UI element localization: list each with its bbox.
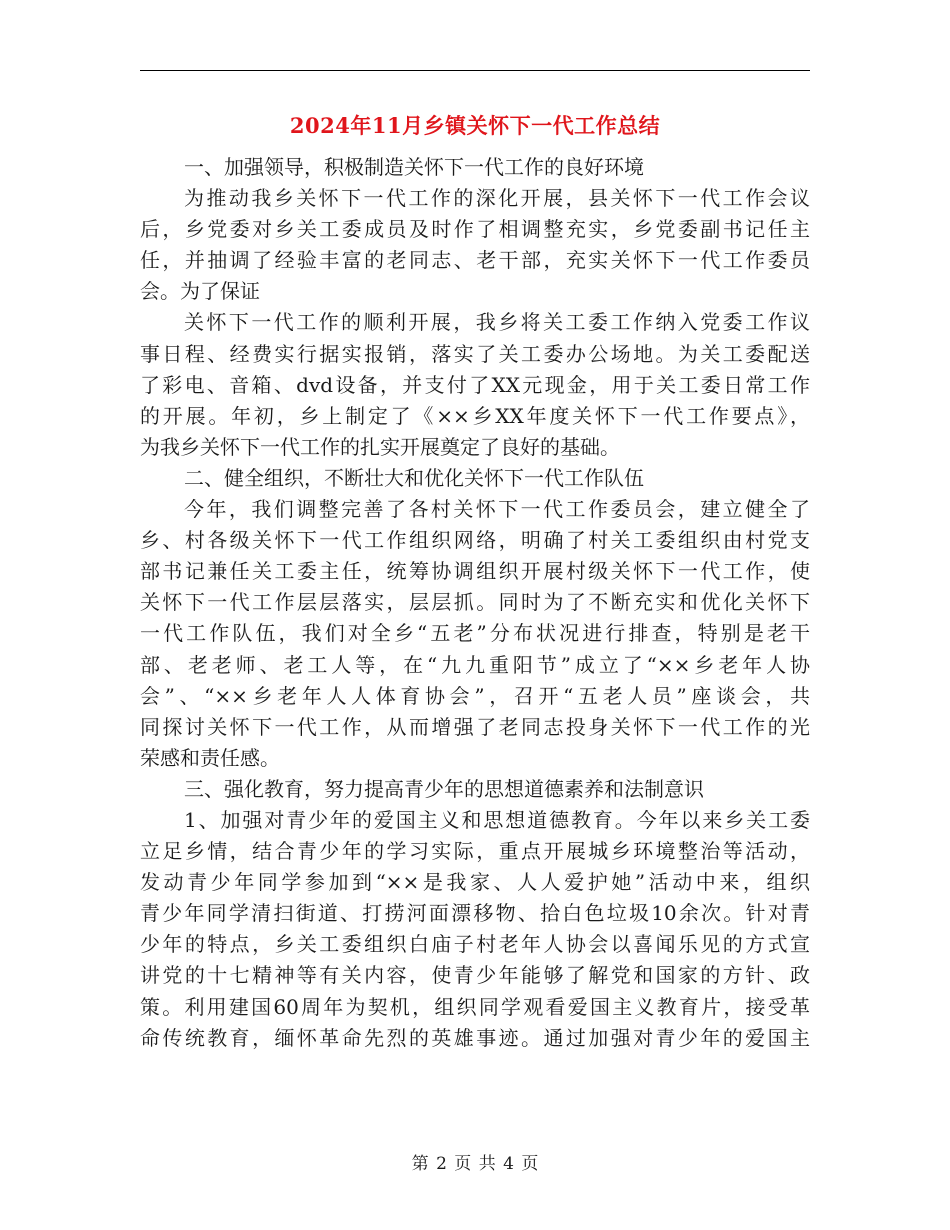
text-line: 发动青少年同学参加到“××是我家、人人爱护她”活动中来，组织 — [140, 870, 810, 895]
text-line: 会。为了保证 — [140, 279, 260, 304]
text-line: 少年的特点，乡关工委组织白庙子村老年人协会以喜闻乐见的方式宣 — [140, 932, 810, 957]
text-line: 关怀下一代工作的顺利开展，我乡将关工委工作纳入党委工作议 — [184, 310, 810, 335]
section-heading-1: 一、加强领导，积极制造关怀下一代工作的良好环境 — [184, 155, 644, 179]
text-line: 今年，我们调整完善了各村关怀下一代工作委员会，建立健全了 — [184, 497, 810, 522]
text-line: 的开展。年初，乡上制定了《××乡XX年度关怀下一代工作要点》， — [140, 403, 810, 428]
text-line: 了彩电、音箱、dvd设备，并支付了XX元现金，用于关工委日常工作 — [140, 372, 810, 397]
document-title: 2024年11月乡镇关怀下一代工作总结 — [289, 113, 661, 138]
text-line: 讲党的十七精神等有关内容，使青少年能够了解党和国家的方针、政 — [140, 963, 810, 988]
page-number: 第 2 页 共 4 页 — [411, 1154, 539, 1174]
text-line: 会”、“××乡老年人人体育协会”，召开“五老人员”座谈会，共 — [140, 683, 810, 708]
text-line: 部、老老师、老工人等，在“九九重阳节”成立了“××乡老年人协 — [140, 652, 810, 677]
text-line: 事日程、经费实行据实报销，落实了关工委办公场地。为关工委配送 — [140, 341, 810, 366]
text-line: 为推动我乡关怀下一代工作的深化开展，县关怀下一代工作会议 — [184, 186, 810, 211]
text-line: 部书记兼任关工委主任，统筹协调组织开展村级关怀下一代工作，使 — [140, 559, 810, 584]
text-line: 立足乡情，结合青少年的学习实际，重点开展城乡环境整治等活动， — [140, 839, 810, 864]
text-line: 青少年同学清扫街道、打捞河面漂移物、拾白色垃圾10余次。针对青 — [140, 901, 810, 926]
text-line: 一代工作队伍，我们对全乡“五老”分布状况进行排查，特别是老干 — [140, 621, 810, 646]
section-heading-3: 三、强化教育，努力提高青少年的思想道德素养和法制意识 — [184, 776, 704, 801]
header-rule — [140, 70, 810, 71]
section-heading-2: 二、健全组织，不断壮大和优化关怀下一代工作队伍 — [184, 465, 644, 490]
text-line: 命传统教育，缅怀革命先烈的英雄事迹。通过加强对青少年的爱国主 — [140, 1025, 810, 1050]
text-line: 荣感和责任感。 — [140, 745, 280, 770]
text-line: 关怀下一代工作层层落实，层层抓。同时为了不断充实和优化关怀下 — [140, 590, 810, 615]
document-body — [140, 152, 810, 1054]
text-line: 乡、村各级关怀下一代工作组织网络，明确了村关工委组织由村党支 — [140, 528, 810, 553]
text-line: 同探讨关怀下一代工作，从而增强了老同志投身关怀下一代工作的光 — [140, 714, 810, 739]
text-line: 后，乡党委对乡关工委成员及时作了相调整充实，乡党委副书记任主 — [140, 217, 810, 242]
text-line: 任，并抽调了经验丰富的老同志、老干部，充实关怀下一代工作委员 — [140, 248, 810, 273]
text-line: 为我乡关怀下一代工作的扎实开展奠定了良好的基础。 — [140, 434, 620, 459]
text-line: 1、加强对青少年的爱国主义和思想道德教育。今年以来乡关工委 — [184, 807, 810, 832]
text-line: 策。利用建国60周年为契机，组织同学观看爱国主义教育片，接受革 — [140, 994, 810, 1019]
